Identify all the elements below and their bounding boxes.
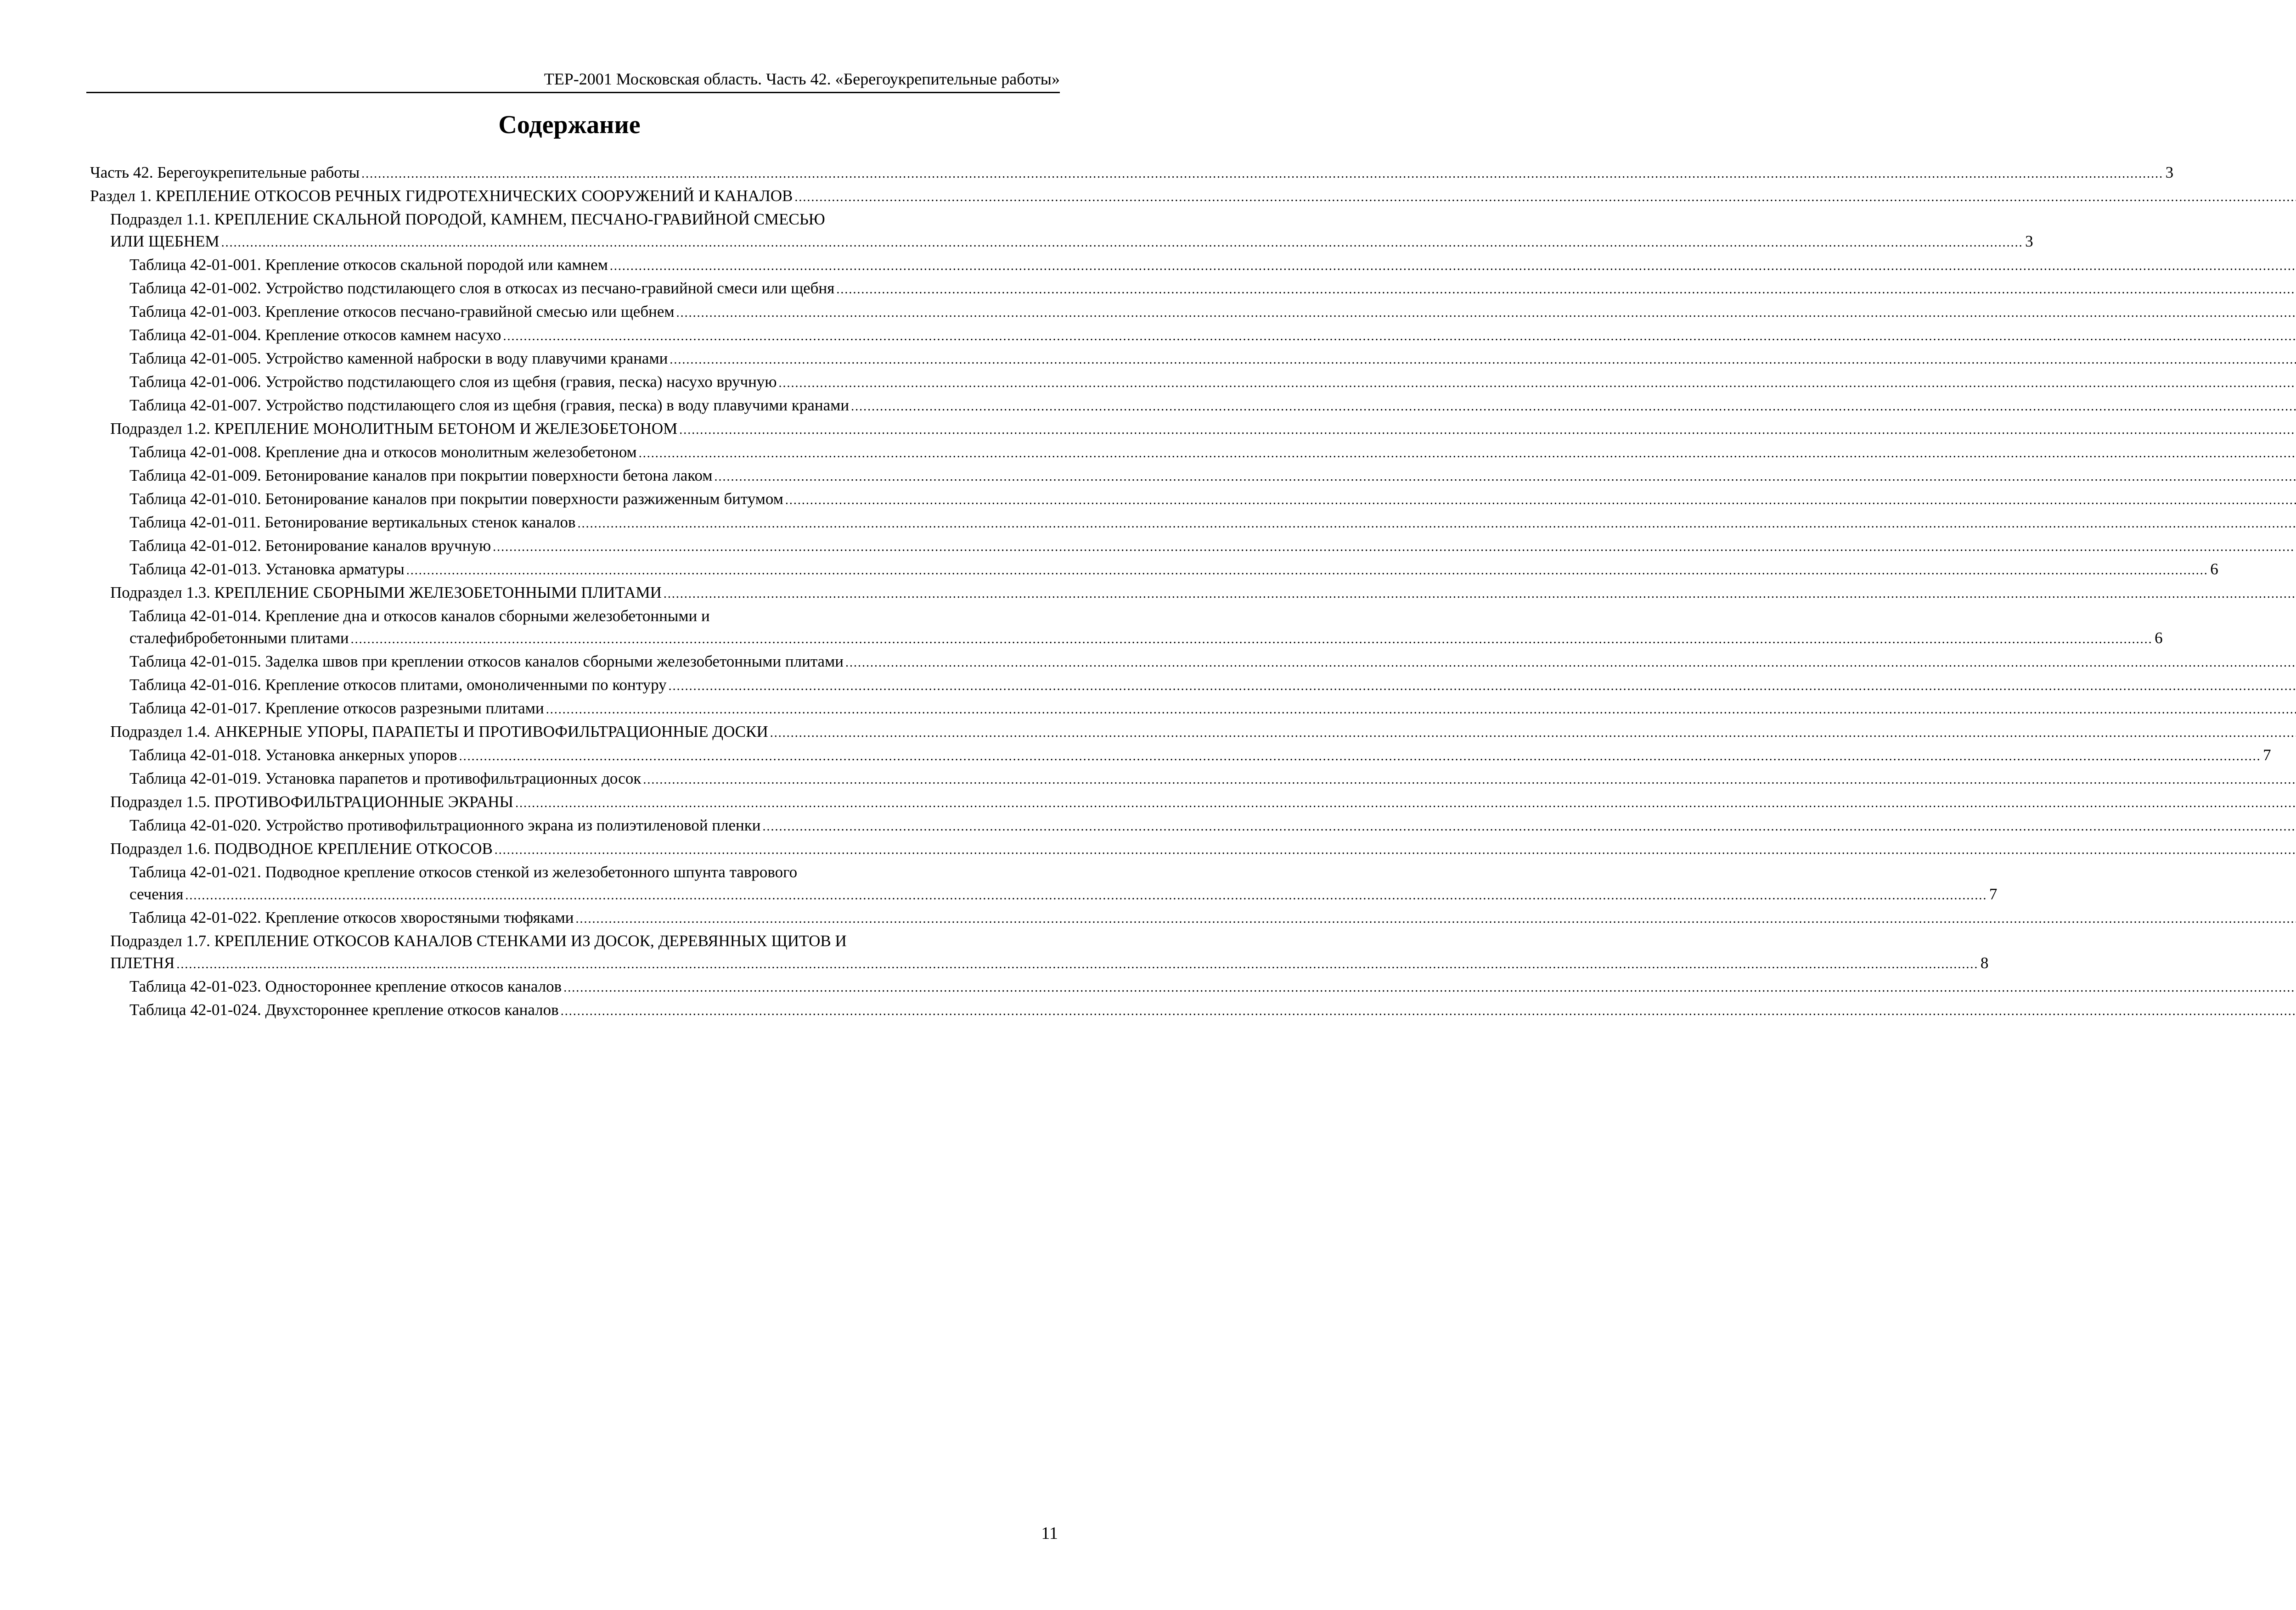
toc-leader-dots xyxy=(563,977,2296,999)
toc-entry[interactable] xyxy=(90,744,2271,768)
toc-page-number: 8 xyxy=(1980,954,1989,972)
toc-entry[interactable] xyxy=(90,558,2218,582)
toc-entry[interactable] xyxy=(90,371,1059,394)
toc-entry[interactable] xyxy=(90,394,1059,418)
toc-leader-dots xyxy=(715,466,2296,488)
toc-entry-text: Таблица 42-01-013. Установка арматуры xyxy=(129,560,405,578)
toc-entry[interactable] xyxy=(90,861,1998,907)
toc-entry-text: Подраздел 1.4. АНКЕРНЫЕ УПОРЫ, ПАРАПЕТЫ И ПРОТИВОФИЛЬТРАЦИОННЫЕ ДОСКИ xyxy=(110,723,768,740)
toc-leader-dots xyxy=(643,769,2296,791)
toc-leader-dots xyxy=(639,443,2296,465)
toc-entry-text: Раздел 1. КРЕПЛЕНИЕ ОТКОСОВ РЕЧНЫХ ГИДРОТЕХНИЧЕСКИХ СООРУЖЕНИЙ И КАНАЛОВ xyxy=(90,187,793,205)
toc-entry[interactable] xyxy=(90,697,1059,721)
toc-leader-dots xyxy=(679,419,2296,441)
toc-entry[interactable] xyxy=(90,721,1059,744)
toc-entry[interactable] xyxy=(90,277,1059,301)
toc-entry[interactable] xyxy=(90,301,1059,324)
toc-leader-dots xyxy=(794,186,2296,208)
toc-leader-dots xyxy=(546,699,2296,721)
toc-entry[interactable] xyxy=(90,418,1059,441)
toc-leader-dots xyxy=(493,536,2295,558)
toc-entry-text: Таблица 42-01-010. Бетонирование каналов при покрытии поверхности разжиженным битумом xyxy=(129,490,783,508)
toc-entry[interactable] xyxy=(90,488,1059,511)
toc-entry-text: Таблица 42-01-006. Устройство подстилающего слоя из щебня (гравия, песка) насухо вручную xyxy=(129,373,777,391)
toc-leader-dots xyxy=(845,652,2296,674)
toc-entry[interactable] xyxy=(90,674,1059,697)
toc-leader-dots xyxy=(561,1000,2296,1022)
toc-entry-text-line: Подраздел 1.1. КРЕПЛЕНИЕ СКАЛЬНОЙ ПОРОДОЙ, КАМНЕМ, ПЕСЧАНО-ГРАВИЙНОЙ СМЕСЬЮ xyxy=(110,210,825,228)
toc-entry[interactable] xyxy=(90,976,1059,999)
table-of-contents xyxy=(90,162,2271,1022)
toc-entry[interactable] xyxy=(90,162,2174,185)
toc-entry-text: Часть 42. Берегоукрепительные работы xyxy=(90,163,360,181)
page-number: 11 xyxy=(1041,1524,1058,1543)
toc-page-number: 3 xyxy=(2025,232,2033,250)
toc-entry-text: Таблица 42-01-012. Бетонирование каналов вручную xyxy=(129,537,491,555)
page-title: Содержание xyxy=(498,111,641,139)
toc-leader-dots xyxy=(459,746,2261,768)
toc-entry[interactable] xyxy=(90,930,1989,976)
toc-entry-text: ПЛЕТНЯ xyxy=(110,954,175,972)
toc-entry-text: Таблица 42-01-002. Устройство подстилающего слоя в откосах из песчано-гравийной смеси или щебня xyxy=(129,279,835,297)
toc-leader-dots xyxy=(785,489,2296,511)
toc-entry-text: Таблица 42-01-015. Заделка швов при креплении откосов каналов сборными железобетонными плитами xyxy=(129,652,844,670)
toc-entry-text: Таблица 42-01-003. Крепление откосов песчано-гравийной смесью или щебнем xyxy=(129,303,675,320)
toc-leader-dots xyxy=(361,163,2163,185)
toc-page-number: 7 xyxy=(1989,885,1998,903)
toc-entry-text: Таблица 42-01-019. Установка парапетов и противофильтрационных досок xyxy=(129,769,642,787)
toc-leader-dots xyxy=(495,839,2296,861)
toc-leader-dots xyxy=(669,675,2296,697)
toc-entry-text: Таблица 42-01-016. Крепление откосов плитами, омоноличенными по контуру xyxy=(129,676,667,694)
toc-entry[interactable] xyxy=(90,441,1059,465)
toc-entry-text: сечения xyxy=(129,885,184,903)
toc-leader-dots xyxy=(770,722,2296,744)
toc-entry-text: Таблица 42-01-017. Крепление откосов разрезными плитами xyxy=(129,699,544,717)
toc-leader-dots xyxy=(851,396,2296,418)
toc-leader-dots xyxy=(515,792,2296,814)
toc-entry-text: Таблица 42-01-009. Бетонирование каналов при покрытии поверхности бетона лаком xyxy=(129,466,713,484)
toc-leader-dots xyxy=(503,325,2296,348)
toc-entry[interactable] xyxy=(90,254,1059,277)
toc-entry-text: Таблица 42-01-018. Установка анкерных упоров xyxy=(129,746,457,764)
toc-leader-dots xyxy=(676,302,2296,324)
toc-leader-dots xyxy=(185,885,1987,907)
toc-entry-text: Таблица 42-01-005. Устройство каменной наброски в воду плавучими кранами xyxy=(129,349,668,367)
toc-entry[interactable] xyxy=(90,465,1059,488)
toc-entry[interactable] xyxy=(90,208,2033,254)
toc-entry-text: Таблица 42-01-022. Крепление откосов хворостяными тюфяками xyxy=(129,909,574,926)
toc-entry[interactable] xyxy=(90,511,1059,535)
toc-entry-text: Таблица 42-01-023. Одностороннее крепление откосов каналов xyxy=(129,977,562,995)
toc-entry[interactable] xyxy=(90,791,1059,814)
toc-entry-text: сталефибробетонными плитами xyxy=(129,629,349,647)
toc-page-number: 3 xyxy=(2165,163,2174,181)
toc-leader-dots xyxy=(406,560,2208,582)
toc-entry-text-line: Подраздел 1.7. КРЕПЛЕНИЕ ОТКОСОВ КАНАЛОВ СТЕНКАМИ ИЗ ДОСОК, ДЕРЕВЯННЫХ ЩИТОВ И xyxy=(110,932,847,950)
toc-entry[interactable] xyxy=(90,838,1059,861)
toc-leader-dots xyxy=(351,628,2153,651)
toc-entry[interactable] xyxy=(90,814,1059,838)
toc-entry[interactable] xyxy=(90,999,1059,1022)
toc-entry[interactable] xyxy=(90,605,2163,651)
toc-entry-text: Таблица 42-01-004. Крепление откосов камнем насухо xyxy=(129,326,501,344)
toc-page-number: 7 xyxy=(2263,746,2271,764)
toc-entry[interactable] xyxy=(90,324,1059,348)
toc-entry[interactable] xyxy=(90,907,1059,930)
toc-entry-text: Таблица 42-01-008. Крепление дна и откосов монолитным железобетоном xyxy=(129,443,637,461)
toc-leader-dots xyxy=(576,908,2296,930)
toc-leader-dots xyxy=(779,372,2296,394)
toc-leader-dots xyxy=(836,279,2296,301)
toc-entry[interactable] xyxy=(90,651,1059,674)
toc-entry-text: Таблица 42-01-020. Устройство противофильтрационного экрана из полиэтиленовой пленки xyxy=(129,816,761,834)
toc-entry[interactable] xyxy=(90,535,1059,558)
toc-entry-text-line: Таблица 42-01-021. Подводное крепление откосов стенкой из железобетонного шпунта таврового xyxy=(129,863,798,881)
toc-entry-text: Таблица 42-01-024. Двухстороннее крепление откосов каналов xyxy=(129,1001,559,1019)
toc-entry-text: Таблица 42-01-001. Крепление откосов скальной породой или камнем xyxy=(129,256,608,274)
toc-entry-text: ИЛИ ЩЕБНЕМ xyxy=(110,232,219,250)
toc-entry[interactable] xyxy=(90,768,1059,791)
toc-entry-text: Подраздел 1.3. КРЕПЛЕНИЕ СБОРНЫМИ ЖЕЛЕЗОБЕТОННЫМИ ПЛИТАМИ xyxy=(110,583,662,601)
toc-entry-text: Подраздел 1.6. ПОДВОДНОЕ КРЕПЛЕНИЕ ОТКОСОВ xyxy=(110,840,493,858)
toc-entry-text-line: Таблица 42-01-014. Крепление дна и откосов каналов сборными железобетонными и xyxy=(129,607,710,625)
toc-leader-dots xyxy=(578,513,2296,535)
toc-leader-dots xyxy=(221,232,2023,254)
running-header: ТЕР-2001 Московская область. Часть 42. «Берегоукрепительные работы» xyxy=(86,68,1060,93)
toc-page-number: 6 xyxy=(2155,629,2163,647)
toc-entry-text: Таблица 42-01-007. Устройство подстилающего слоя из щебня (гравия, песка) в воду плавучими кранами xyxy=(129,396,850,414)
toc-entry-text: Таблица 42-01-011. Бетонирование вертикальных стенок каналов xyxy=(129,513,576,531)
toc-leader-dots xyxy=(670,349,2296,371)
toc-entry[interactable] xyxy=(90,348,1059,371)
toc-leader-dots xyxy=(763,816,2296,838)
toc-entry[interactable] xyxy=(90,582,1059,605)
toc-leader-dots xyxy=(176,954,1978,976)
toc-entry-text: Подраздел 1.5. ПРОТИВОФИЛЬТРАЦИОННЫЕ ЭКРАНЫ xyxy=(110,793,514,811)
toc-leader-dots xyxy=(610,255,2296,277)
toc-leader-dots xyxy=(664,583,2296,605)
toc-entry[interactable] xyxy=(90,185,1059,208)
toc-entry-text: Подраздел 1.2. КРЕПЛЕНИЕ МОНОЛИТНЫМ БЕТОНОМ И ЖЕЛЕЗОБЕТОНОМ xyxy=(110,420,678,438)
toc-page-number: 6 xyxy=(2210,560,2218,578)
